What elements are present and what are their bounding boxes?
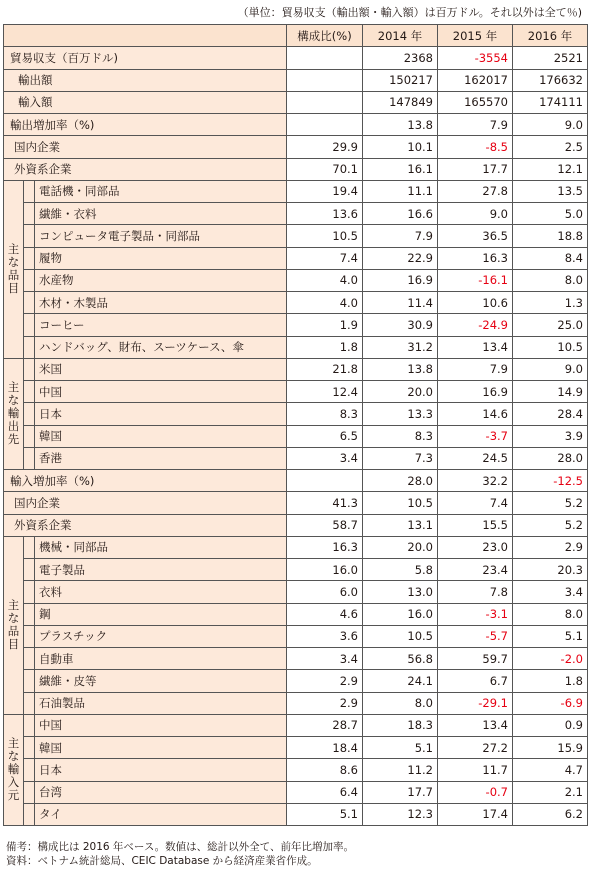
cell-share: 1.8 — [287, 336, 363, 358]
cell-2016: 2.9 — [513, 536, 588, 558]
cell-2016: 174111 — [513, 91, 588, 113]
cell-2015: -3.7 — [438, 425, 513, 447]
cell-share: 16.0 — [287, 559, 363, 581]
row-label: 衣料 — [35, 581, 287, 603]
cell-share — [287, 91, 363, 113]
row-label: 機械・同部品 — [35, 536, 287, 558]
row-label: コンピュータ電子製品・同部品 — [35, 225, 287, 247]
cell-share: 2.9 — [287, 692, 363, 714]
cell-2016: 15.9 — [513, 737, 588, 759]
row-label: 韓国 — [35, 737, 287, 759]
table-row — [4, 314, 588, 336]
cell-2015: -29.1 — [438, 692, 513, 714]
cell-2014: 8.0 — [363, 692, 438, 714]
indent-cell — [24, 314, 35, 336]
header-2015: 2015 年 — [438, 25, 513, 47]
row-label: 輸出額 — [4, 69, 287, 91]
cell-share: 7.4 — [287, 247, 363, 269]
indent-cell — [24, 447, 35, 469]
cell-2016: 5.1 — [513, 625, 588, 647]
table-row — [4, 269, 588, 291]
table-row — [4, 648, 588, 670]
table-row — [4, 114, 588, 136]
cell-2015: -3554 — [438, 47, 513, 69]
cell-2016: 2.5 — [513, 136, 588, 158]
cell-2016: 0.9 — [513, 714, 588, 736]
table-row — [4, 447, 588, 469]
cell-2014: 17.7 — [363, 781, 438, 803]
cell-share: 41.3 — [287, 492, 363, 514]
table-row — [4, 470, 588, 492]
header-share: 構成比(%) — [287, 25, 363, 47]
table-row — [4, 69, 588, 91]
cell-2014: 10.1 — [363, 136, 438, 158]
cell-2016: 3.4 — [513, 581, 588, 603]
cell-2014: 7.9 — [363, 225, 438, 247]
cell-share: 10.5 — [287, 225, 363, 247]
indent-cell — [24, 269, 35, 291]
row-label: 外資系企業 — [4, 158, 287, 180]
cell-2015: 23.4 — [438, 559, 513, 581]
row-label: 輸出増加率（%) — [4, 114, 287, 136]
cell-share: 3.4 — [287, 648, 363, 670]
cell-share — [287, 69, 363, 91]
row-label: 木材・木製品 — [35, 292, 287, 314]
cell-share: 13.6 — [287, 203, 363, 225]
cell-2015: -24.9 — [438, 314, 513, 336]
cell-share: 8.6 — [287, 759, 363, 781]
cell-2015: 10.6 — [438, 292, 513, 314]
cell-2015: -3.1 — [438, 603, 513, 625]
cell-2015: 7.8 — [438, 581, 513, 603]
cell-2015: 15.5 — [438, 514, 513, 536]
cell-share: 8.3 — [287, 403, 363, 425]
cell-2014: 11.2 — [363, 759, 438, 781]
indent-cell — [24, 225, 35, 247]
notes — [6, 840, 354, 868]
cell-2015: 27.2 — [438, 737, 513, 759]
cell-share — [287, 114, 363, 136]
row-label: 外資系企業 — [4, 514, 287, 536]
cell-2014: 13.1 — [363, 514, 438, 536]
cell-2014: 5.1 — [363, 737, 438, 759]
cell-share: 6.4 — [287, 781, 363, 803]
cell-2014: 24.1 — [363, 670, 438, 692]
cell-2015: -0.7 — [438, 781, 513, 803]
cell-2014: 13.8 — [363, 114, 438, 136]
table-row — [4, 225, 588, 247]
row-label: タイ — [35, 803, 287, 825]
cell-2016: -2.0 — [513, 648, 588, 670]
table-row — [4, 425, 588, 447]
group-label-text: 主な品目 — [7, 242, 20, 296]
cell-2014: 31.2 — [363, 336, 438, 358]
cell-2014: 20.0 — [363, 381, 438, 403]
row-label: コーヒー — [35, 314, 287, 336]
group-label — [4, 714, 24, 825]
cell-share: 1.9 — [287, 314, 363, 336]
group-label-text: 主な輸入元 — [7, 736, 20, 803]
cell-2016: 28.0 — [513, 447, 588, 469]
cell-2014: 5.8 — [363, 559, 438, 581]
cell-2015: 24.5 — [438, 447, 513, 469]
cell-share — [287, 47, 363, 69]
cell-2016: 25.0 — [513, 314, 588, 336]
row-label: 石油製品 — [35, 692, 287, 714]
table-row — [4, 759, 588, 781]
cell-2014: 11.4 — [363, 292, 438, 314]
cell-2016: 10.5 — [513, 336, 588, 358]
cell-2016: 12.1 — [513, 158, 588, 180]
cell-share: 4.6 — [287, 603, 363, 625]
cell-2016: 8.0 — [513, 603, 588, 625]
table-row — [4, 581, 588, 603]
indent-cell — [24, 581, 35, 603]
table-row — [4, 692, 588, 714]
indent-cell — [24, 292, 35, 314]
cell-2016: 28.4 — [513, 403, 588, 425]
indent-cell — [24, 403, 35, 425]
cell-2014: 16.9 — [363, 269, 438, 291]
indent-cell — [24, 625, 35, 647]
cell-share: 16.3 — [287, 536, 363, 558]
indent-cell — [24, 803, 35, 825]
indent-cell — [24, 737, 35, 759]
cell-2014: 13.0 — [363, 581, 438, 603]
group-label-text: 主な品目 — [7, 598, 20, 652]
cell-2015: 27.8 — [438, 180, 513, 202]
cell-share: 4.0 — [287, 269, 363, 291]
cell-2016: 9.0 — [513, 358, 588, 380]
cell-share: 18.4 — [287, 737, 363, 759]
row-label: 電話機・同部品 — [35, 180, 287, 202]
indent-cell — [24, 759, 35, 781]
cell-2016: 8.4 — [513, 247, 588, 269]
cell-share: 5.1 — [287, 803, 363, 825]
cell-2014: 18.3 — [363, 714, 438, 736]
cell-2014: 28.0 — [363, 470, 438, 492]
cell-2016: 1.3 — [513, 292, 588, 314]
cell-share: 2.9 — [287, 670, 363, 692]
note-remark: 備考：構成比は 2016 年ベース。数値は、総計以外全て、前年比増加率。 — [6, 841, 354, 853]
note-source: 資料：ベトナム統計総局、CEIC Database から経済産業省作成。 — [6, 855, 318, 867]
indent-cell — [24, 358, 35, 380]
cell-2015: -16.1 — [438, 269, 513, 291]
header-2014: 2014 年 — [363, 25, 438, 47]
cell-2016: 1.8 — [513, 670, 588, 692]
table-row — [4, 536, 588, 558]
table-row — [4, 559, 588, 581]
cell-2014: 20.0 — [363, 536, 438, 558]
row-label: 国内企業 — [4, 136, 287, 158]
cell-2016: 4.7 — [513, 759, 588, 781]
indent-cell — [24, 203, 35, 225]
cell-2014: 12.3 — [363, 803, 438, 825]
cell-share: 58.7 — [287, 514, 363, 536]
header-2016: 2016 年 — [513, 25, 588, 47]
cell-share: 19.4 — [287, 180, 363, 202]
indent-cell — [24, 648, 35, 670]
cell-2015: 16.9 — [438, 381, 513, 403]
cell-2014: 10.5 — [363, 625, 438, 647]
group-label — [4, 536, 24, 714]
cell-share: 4.0 — [287, 292, 363, 314]
indent-cell — [24, 670, 35, 692]
cell-2015: 162017 — [438, 69, 513, 91]
cell-2016: 20.3 — [513, 559, 588, 581]
unit-note: （単位：貿易収支（輸出額・輸入額）は百万ドル。それ以外は全て％) — [237, 6, 582, 19]
cell-2016: 5.0 — [513, 203, 588, 225]
cell-2015: 9.0 — [438, 203, 513, 225]
row-label: 日本 — [35, 403, 287, 425]
row-label: 電子製品 — [35, 559, 287, 581]
cell-share: 3.6 — [287, 625, 363, 647]
row-label: 輸入額 — [4, 91, 287, 113]
table-row — [4, 625, 588, 647]
cell-2015: 11.7 — [438, 759, 513, 781]
cell-2016: 2.1 — [513, 781, 588, 803]
table-row — [4, 91, 588, 113]
cell-2015: 17.4 — [438, 803, 513, 825]
table-row — [4, 381, 588, 403]
table-row — [4, 292, 588, 314]
cell-2016: 3.9 — [513, 425, 588, 447]
table-row — [4, 247, 588, 269]
cell-2015: 165570 — [438, 91, 513, 113]
cell-share: 28.7 — [287, 714, 363, 736]
cell-2016: -12.5 — [513, 470, 588, 492]
row-label: 韓国 — [35, 425, 287, 447]
indent-cell — [24, 559, 35, 581]
cell-2015: 17.7 — [438, 158, 513, 180]
cell-2014: 150217 — [363, 69, 438, 91]
cell-2014: 16.0 — [363, 603, 438, 625]
cell-2014: 16.6 — [363, 203, 438, 225]
cell-share: 3.4 — [287, 447, 363, 469]
table-row — [4, 492, 588, 514]
cell-share: 6.0 — [287, 581, 363, 603]
row-label: 中国 — [35, 381, 287, 403]
header-row — [4, 25, 588, 47]
table-row — [4, 737, 588, 759]
cell-2015: 16.3 — [438, 247, 513, 269]
cell-share: 70.1 — [287, 158, 363, 180]
table-row — [4, 514, 588, 536]
row-label: 輸入増加率（%) — [4, 470, 287, 492]
cell-share: 6.5 — [287, 425, 363, 447]
cell-2014: 7.3 — [363, 447, 438, 469]
cell-2016: 8.0 — [513, 269, 588, 291]
table-row — [4, 403, 588, 425]
row-label: 台湾 — [35, 781, 287, 803]
indent-cell — [24, 180, 35, 202]
table-row — [4, 158, 588, 180]
cell-2016: 6.2 — [513, 803, 588, 825]
header-corner — [4, 25, 287, 47]
cell-2015: -5.7 — [438, 625, 513, 647]
export-destinations-group — [4, 358, 588, 469]
cell-2015: 13.4 — [438, 714, 513, 736]
row-label: 国内企業 — [4, 492, 287, 514]
row-label: 日本 — [35, 759, 287, 781]
cell-2014: 56.8 — [363, 648, 438, 670]
table-row — [4, 336, 588, 358]
cell-2016: 14.9 — [513, 381, 588, 403]
table-row — [4, 136, 588, 158]
indent-cell — [24, 247, 35, 269]
cell-2014: 13.3 — [363, 403, 438, 425]
table-row — [4, 781, 588, 803]
table-row — [4, 358, 588, 380]
table-row — [4, 603, 588, 625]
row-label: 自動車 — [35, 648, 287, 670]
cell-2016: 176632 — [513, 69, 588, 91]
cell-2014: 8.3 — [363, 425, 438, 447]
cell-2016: 2521 — [513, 47, 588, 69]
cell-share: 21.8 — [287, 358, 363, 380]
cell-2014: 2368 — [363, 47, 438, 69]
cell-2016: 13.5 — [513, 180, 588, 202]
cell-2015: 7.4 — [438, 492, 513, 514]
row-label: 繊維・皮等 — [35, 670, 287, 692]
group-label — [4, 180, 24, 358]
table-row — [4, 803, 588, 825]
indent-cell — [24, 714, 35, 736]
cell-2015: 14.6 — [438, 403, 513, 425]
cell-2015: 23.0 — [438, 536, 513, 558]
row-label: 繊維・衣料 — [35, 203, 287, 225]
table-row — [4, 47, 588, 69]
row-label: 鋼 — [35, 603, 287, 625]
cell-2016: 5.2 — [513, 492, 588, 514]
indent-cell — [24, 536, 35, 558]
cell-2014: 13.8 — [363, 358, 438, 380]
row-label: 貿易収支（百万ドル) — [4, 47, 287, 69]
cell-2015: 7.9 — [438, 358, 513, 380]
trade-table — [3, 24, 588, 826]
cell-2016: 18.8 — [513, 225, 588, 247]
group-label — [4, 358, 24, 469]
row-label: 水産物 — [35, 269, 287, 291]
cell-2015: 36.5 — [438, 225, 513, 247]
cell-2015: -8.5 — [438, 136, 513, 158]
table-row — [4, 670, 588, 692]
cell-2014: 22.9 — [363, 247, 438, 269]
import-items-group — [4, 536, 588, 714]
cell-2015: 6.7 — [438, 670, 513, 692]
import-sources-group — [4, 714, 588, 825]
indent-cell — [24, 381, 35, 403]
indent-cell — [24, 336, 35, 358]
row-label: 履物 — [35, 247, 287, 269]
cell-2014: 10.5 — [363, 492, 438, 514]
table-row — [4, 203, 588, 225]
cell-2015: 13.4 — [438, 336, 513, 358]
cell-2016: 9.0 — [513, 114, 588, 136]
table-row — [4, 180, 588, 202]
cell-2014: 16.1 — [363, 158, 438, 180]
cell-2015: 7.9 — [438, 114, 513, 136]
table-row — [4, 714, 588, 736]
group-label-text: 主な輸出先 — [7, 380, 20, 447]
cell-2015: 32.2 — [438, 470, 513, 492]
row-label: 米国 — [35, 358, 287, 380]
indent-cell — [24, 425, 35, 447]
indent-cell — [24, 781, 35, 803]
cell-share: 29.9 — [287, 136, 363, 158]
row-label: 香港 — [35, 447, 287, 469]
cell-2014: 147849 — [363, 91, 438, 113]
row-label: 中国 — [35, 714, 287, 736]
cell-2015: 59.7 — [438, 648, 513, 670]
row-label: プラスチック — [35, 625, 287, 647]
cell-2014: 30.9 — [363, 314, 438, 336]
cell-2016: -6.9 — [513, 692, 588, 714]
indent-cell — [24, 603, 35, 625]
cell-share: 12.4 — [287, 381, 363, 403]
cell-share — [287, 470, 363, 492]
row-label: ハンドバッグ、財布、スーツケース、傘 — [35, 336, 287, 358]
indent-cell — [24, 692, 35, 714]
cell-2014: 11.1 — [363, 180, 438, 202]
cell-2016: 5.2 — [513, 514, 588, 536]
export-items-group — [4, 180, 588, 358]
